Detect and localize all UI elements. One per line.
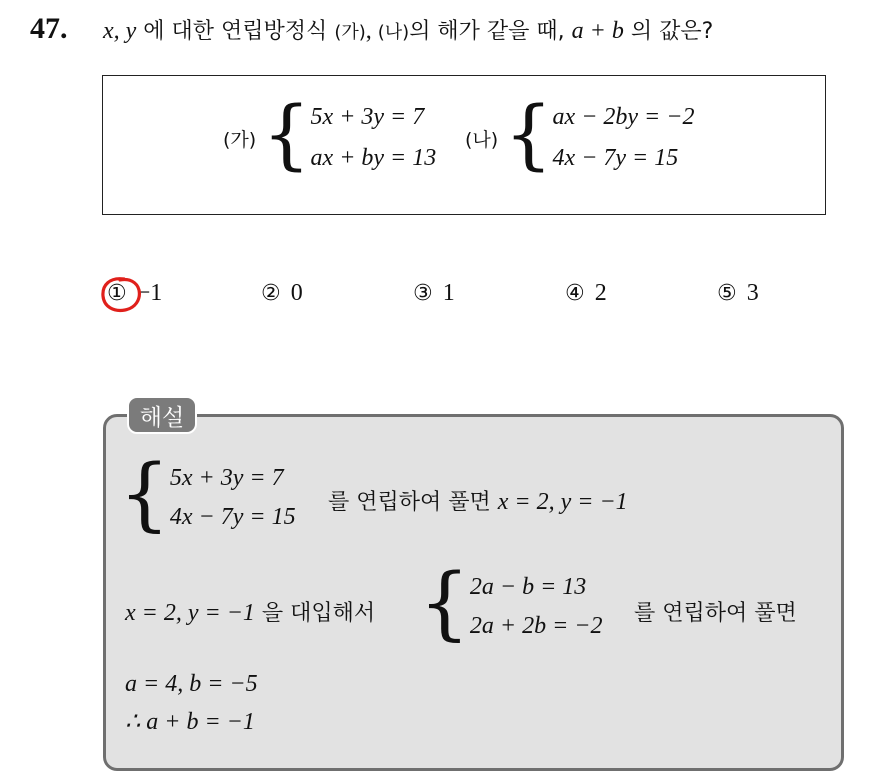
question-expr: a + b <box>571 18 624 44</box>
question-text <box>103 14 713 45</box>
step4-text: ∴ a + b = −1 <box>125 709 255 735</box>
choice-3-marker: ③ <box>413 281 433 306</box>
choice-1-marker: ① <box>107 281 127 306</box>
system-na <box>465 89 695 178</box>
step1-result: x = 2, y = −1 <box>497 489 628 515</box>
explanation-step4 <box>125 707 255 736</box>
system-ga-equations <box>311 104 437 172</box>
choice-2-marker: ② <box>261 281 281 306</box>
explanation-step1-text <box>328 485 628 516</box>
explanation-step3 <box>125 671 258 698</box>
brace-icon: { <box>262 89 311 178</box>
system-ga-eq1: 5x + 3y = 7 <box>310 104 425 130</box>
step1-eq2: 4x − 7y = 15 <box>169 504 296 530</box>
system-ga-eq2: ax + by = 13 <box>310 145 437 171</box>
system-na-eq1: ax − 2by = −2 <box>552 104 695 130</box>
explanation-step2-system <box>419 556 603 649</box>
question-sep: , <box>365 18 378 44</box>
question-number: 47. <box>30 12 68 45</box>
step1-eq1: 5x + 3y = 7 <box>169 465 284 491</box>
system-ga-label: (가) <box>223 128 257 151</box>
choice-2[interactable] <box>261 280 303 307</box>
brace-icon: { <box>504 89 553 178</box>
question-label-na: (나) <box>377 22 410 43</box>
choice-3-value: 1 <box>442 280 455 306</box>
choice-4-marker: ④ <box>565 281 585 306</box>
question-text-1: 에 대한 연립방정식 <box>136 19 335 44</box>
question-vars: x, y <box>103 18 137 44</box>
step2-eq1: 2a − b = 13 <box>469 574 587 600</box>
explanation-step2-text <box>634 596 797 627</box>
brace-icon: { <box>419 556 470 649</box>
brace-icon: { <box>119 447 170 540</box>
choice-3[interactable] <box>413 280 455 307</box>
explanation-step2-equations <box>470 574 603 640</box>
step1-text: 를 연립하여 풀면 <box>328 490 498 515</box>
question-text-3: 의 값은? <box>623 19 714 44</box>
system-na-eq2: 4x − 7y = 15 <box>552 145 679 171</box>
system-na-equations <box>553 104 695 172</box>
step2-eq2: 2a + 2b = −2 <box>469 613 603 639</box>
answer-mark-circle <box>100 275 146 315</box>
step2-prefix-text: 을 대입해서 <box>254 601 376 626</box>
question-label-ga: (가) <box>334 22 366 43</box>
step2-prefix: x = 2, y = −1 <box>125 600 255 626</box>
explanation-step2-prefix <box>125 596 375 627</box>
choice-4-value: 2 <box>594 280 607 306</box>
system-na-label: (나) <box>465 128 499 151</box>
choice-4[interactable] <box>565 280 607 307</box>
step3-text: a = 4, b = −5 <box>125 671 258 697</box>
choice-1-value: −1 <box>136 280 163 306</box>
choice-2-value: 0 <box>290 280 303 306</box>
choice-5[interactable] <box>717 280 759 307</box>
system-ga <box>223 89 437 178</box>
system-box <box>102 75 826 215</box>
explanation-badge: 해설 <box>127 396 197 434</box>
question-text-2: 의 해가 같을 때, <box>409 19 572 44</box>
explanation-step1-system <box>119 447 296 540</box>
choice-5-marker: ⑤ <box>717 281 737 306</box>
choice-5-value: 3 <box>746 280 759 306</box>
step2-text: 를 연립하여 풀면 <box>634 601 797 626</box>
explanation-step1-equations <box>170 465 296 531</box>
